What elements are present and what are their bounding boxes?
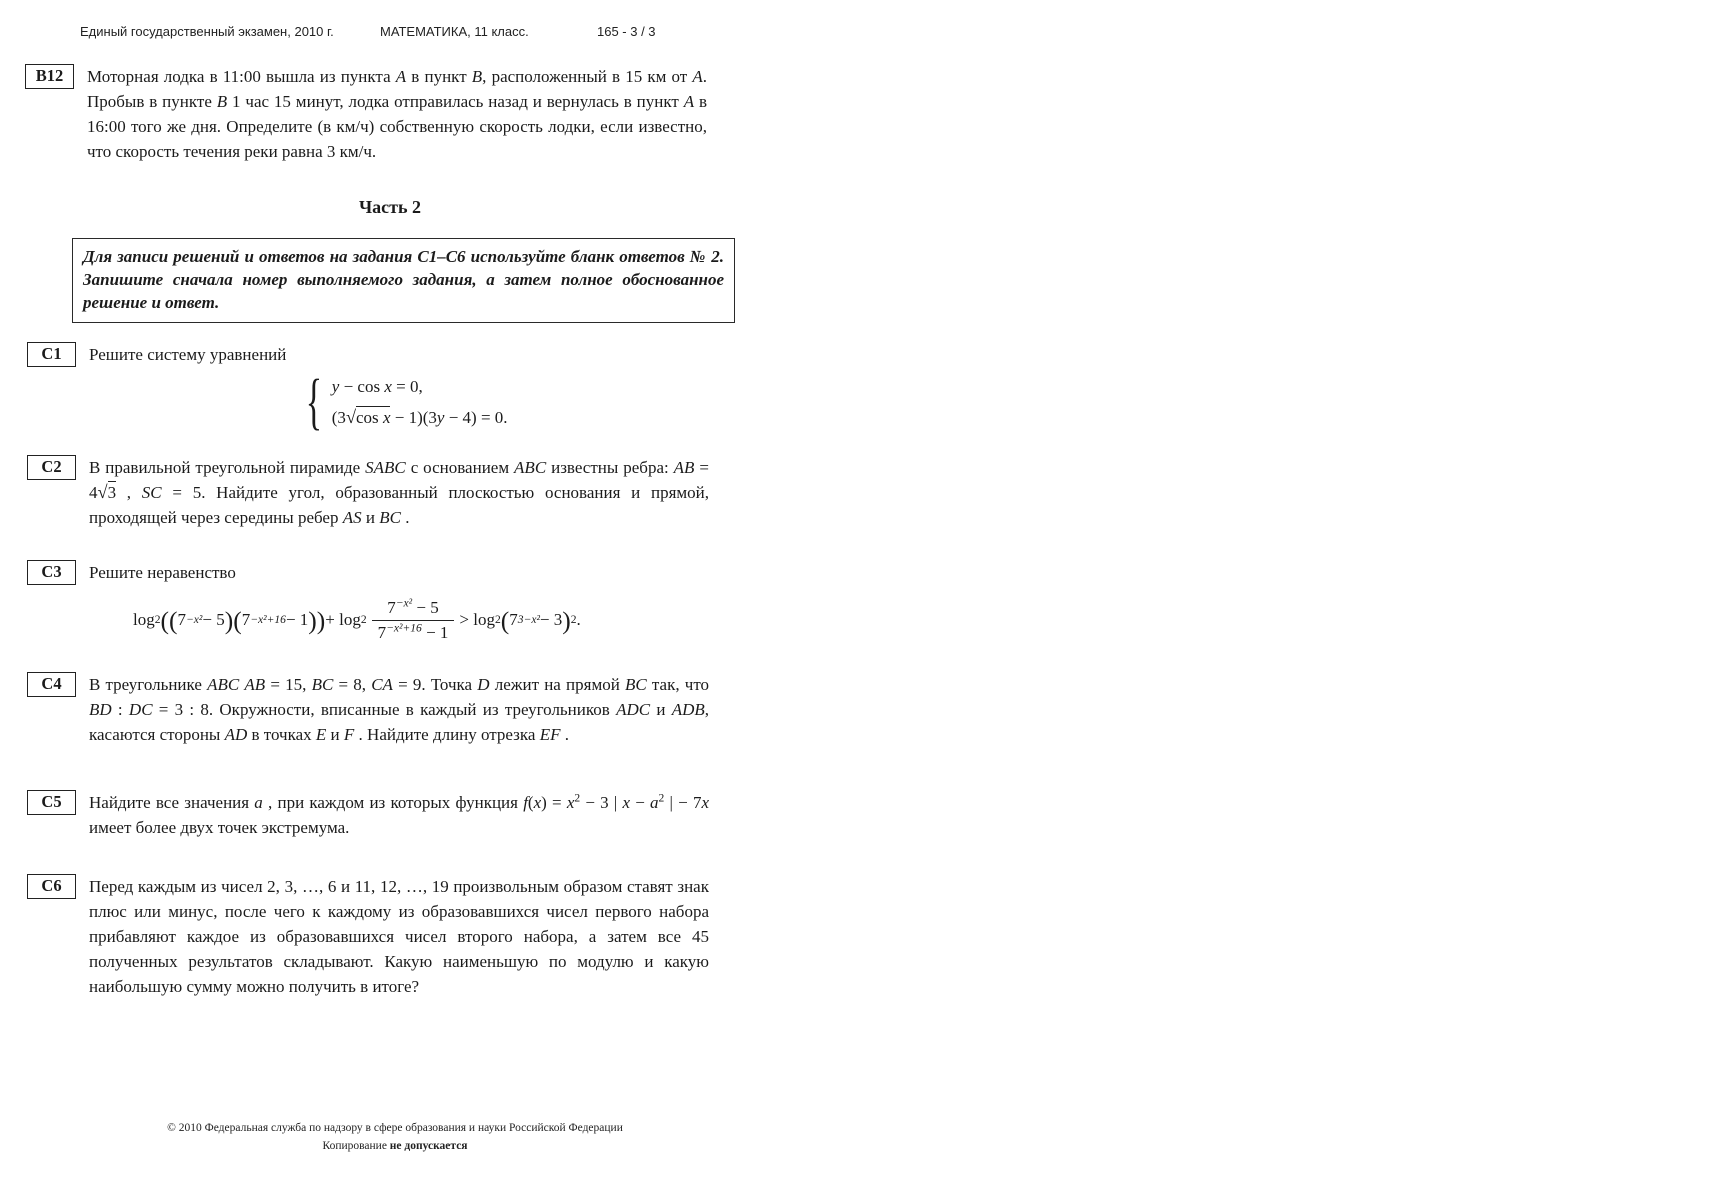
footer-copyright: [10, 1119, 780, 1155]
problem-c4-text: В треугольнике ABC AB = 15, BC = 8, CA = 9. Точка D лежит на прямой BC так, что BD : DC = 3 : 8. Окружности, вписанные в каждый из треугольников ADC и ADB, касаются стороны AD в точках E и F . Найдите длину отрезка EF .: [89, 675, 710, 744]
problem-c4-label: С4: [27, 672, 76, 697]
problem-c2-text: В правильной треугольной пирамиде SABC с основанием ABC известны ребра: AB = 4√3 , SC = 5. Найдите угол, образованный плоскостью основания и прямой, проходящей через середины ребер AS и BC .: [89, 458, 709, 527]
c3-left-part: log 2 (( 7 −x² − 5 )( 7 −x²+16 − 1 )) + log 2: [133, 605, 367, 635]
problem-c5-label: С5: [27, 790, 76, 815]
problem-b12-label: В12: [25, 64, 74, 89]
subject-name: МАТЕМАТИКА, 11 класс.: [380, 24, 529, 39]
exam-name: Единый государственный экзамен, 2010 г.: [80, 24, 334, 39]
problem-c1-text: Решите систему уравнений: [89, 345, 287, 364]
problem-c6-text: Перед каждым из чисел 2, 3, …, 6 и 11, 12, …, 19 произвольным образом ставят знак плюс или минус, после чего к каждому из образовавшихся чисел первого набора прибавляют каждое из образовавшихся чисел второго набора, а затем все 45 полученных результатов складывают. Какую наименьшую по модулю и какую наибольшую сумму можно получить в итоге?: [89, 877, 709, 996]
problem-b12-text: Моторная лодка в 11:00 вышла из пункта A в пункт B, расположенный в 15 км от A. Пробыв в пункте B 1 час 15 минут, лодка отправилась назад и вернулась в пункт A в 16:00 того же дня. Определите (в км/ч) собственную скорость лодки, если известно, что скорость течения реки равна 3 км/ч.: [87, 67, 707, 161]
system-equations: [332, 372, 508, 433]
page-header: [0, 24, 760, 44]
c3-right-part: > log 2 ( 7 3−x² − 3 ) 2 .: [459, 605, 581, 635]
equation-line-1: y − cos x = 0,: [331, 377, 423, 396]
fraction-numerator: $7^{-x^2} - 5$: [387, 596, 439, 617]
footer-line-1: © 2010 Федеральная служба по надзору в сфере образования и науки Российской Федерации: [167, 1122, 623, 1134]
problem-c4: [27, 672, 727, 747]
problem-c3-label: С3: [27, 560, 76, 585]
problem-c3: [27, 560, 727, 643]
page-number: 165 - 3 / 3: [597, 24, 656, 39]
problem-c6-label: С6: [27, 874, 76, 899]
problem-c5: [27, 790, 727, 840]
equation-system: [299, 368, 709, 437]
problem-c1-label: С1: [27, 342, 76, 367]
instruction-box: [72, 238, 735, 323]
system-brace: {: [305, 368, 323, 437]
problem-c5-text: Найдите все значения a , при каждом из которых функция $f(x) = x^2 - 3$ | $x - a^2$ | − 7x имеет более двух точек экстремума.: [89, 791, 709, 837]
problem-c6: [27, 874, 727, 999]
problem-c2: [27, 455, 727, 530]
fraction-denominator: $7^{-x^2+16} - 1$: [372, 620, 455, 643]
problem-c3-text: Решите неравенство: [89, 563, 236, 582]
problem-c1: [27, 342, 727, 437]
equation-line-2: (3√cos x − 1)(3y − 4) = 0.: [331, 407, 508, 427]
fraction: [372, 598, 455, 643]
c3-inequality: [133, 598, 709, 643]
footer-line-2: Копирование не допускается: [322, 1140, 468, 1152]
problem-b12: [25, 64, 725, 164]
instruction-text: Для записи решений и ответов на задания С1–С6 используйте бланк ответов № 2. Запишите сначала номер выполняемого задания, а затем полное обоснованное решение и ответ.: [83, 247, 724, 312]
problem-c2-label: С2: [27, 455, 76, 480]
part2-heading: Часть 2: [358, 197, 422, 217]
